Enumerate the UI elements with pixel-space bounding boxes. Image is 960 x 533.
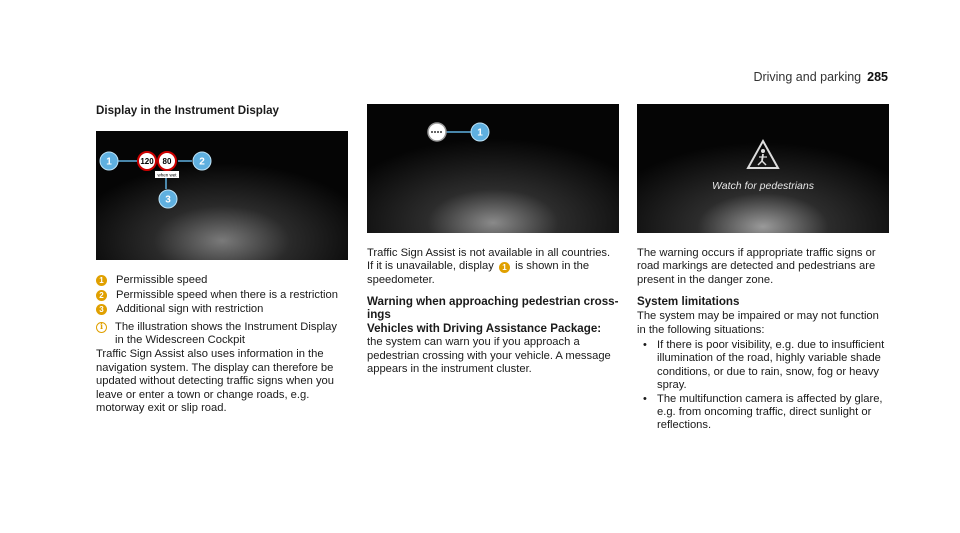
- list-item-text: If there is poor visibility, e.g. due to insufficient illumination of the road, highly variable shade conditions, or due to rain, snow, fog or heavy spray.: [657, 339, 885, 392]
- body-paragraph: the system can warn you if you approach a pedestrian crossing with your vehicle. A message appears in the instrument cluster.: [367, 336, 611, 376]
- legend-item: [96, 274, 348, 287]
- figure-legend: [96, 274, 348, 347]
- legend-number: 2: [96, 290, 107, 301]
- para-text: is shown in the speedometer.: [367, 260, 590, 286]
- list-item-text: The multifunction camera is affected by glare, e.g. from oncoming traffic, direct sunlight or reflections.: [657, 392, 883, 432]
- page-number: 285: [867, 70, 888, 84]
- body-paragraph: Traffic Sign Assist also uses information in the navigation system. The display can therefore be updated without detecting traffic signs when you leave or enter a town or change roads, e.g. motorway exit or slip road.: [96, 348, 334, 415]
- svg-text:120: 120: [140, 157, 154, 167]
- para-text: Traffic Sign Assist is not available in all countries. If it is unavailable, display: [367, 247, 611, 273]
- subsection-heading: System limitations: [637, 295, 740, 309]
- legend-number: 1: [499, 262, 510, 273]
- bullet-icon: •: [643, 392, 647, 405]
- subsection-heading: Warning when approaching pedestrian crossings: [367, 295, 619, 322]
- svg-text:80: 80: [162, 157, 172, 167]
- legend-number: 3: [96, 304, 107, 315]
- badge-1-icon: [100, 152, 118, 170]
- svg-text:1: 1: [477, 127, 483, 139]
- column-1: [96, 104, 348, 415]
- legend-text: Permissible speed when there is a restriction: [116, 288, 338, 301]
- list-item: [643, 393, 889, 433]
- legend-text: Additional sign with restriction: [116, 303, 264, 316]
- info-icon: i: [96, 322, 107, 333]
- column-3: [637, 104, 889, 433]
- body-paragraph: The system may be impaired or may not function in the following situations:: [637, 310, 879, 336]
- body-paragraph: The warning occurs if appropriate traffic signs or road markings are detected and pedestrians are present in the danger zone.: [637, 247, 876, 286]
- legend-text: Permissible speed: [116, 274, 208, 287]
- page-header: [753, 70, 888, 84]
- badge-3-icon: [159, 190, 177, 208]
- badge-1-icon: [471, 123, 489, 141]
- pedestrian-warning-figure: [637, 104, 889, 233]
- badge-2-icon: [193, 152, 211, 170]
- legend-item: [96, 303, 348, 316]
- unavailable-sign-icon: [428, 123, 446, 141]
- svg-text:2: 2: [199, 156, 205, 168]
- info-text: The illustration shows the Instrument Display in the Widescreen Cockpit: [115, 320, 337, 347]
- column-2: [367, 104, 619, 376]
- legend-number: 1: [96, 275, 107, 286]
- svg-text:when wet: when wet: [157, 172, 177, 178]
- legend-item: [96, 289, 348, 302]
- list-item: [643, 339, 889, 393]
- svg-text:3: 3: [165, 194, 171, 206]
- info-note: [96, 321, 348, 348]
- svg-text:1: 1: [106, 156, 112, 168]
- warning-message: Watch for pedestrians: [712, 180, 814, 192]
- restricted-speed-sign-icon: [155, 152, 179, 178]
- vehicle-equipment-heading: Vehicles with Driving Assistance Package:: [367, 322, 602, 336]
- speedometer-figure: [367, 104, 619, 233]
- speed-sign-icon: [138, 152, 156, 170]
- section-heading: Display in the Instrument Display: [96, 104, 279, 117]
- bullet-icon: •: [643, 339, 647, 352]
- section-title: Driving and parking: [753, 70, 862, 84]
- body-paragraph: [367, 247, 619, 287]
- instrument-display-figure: [96, 131, 348, 260]
